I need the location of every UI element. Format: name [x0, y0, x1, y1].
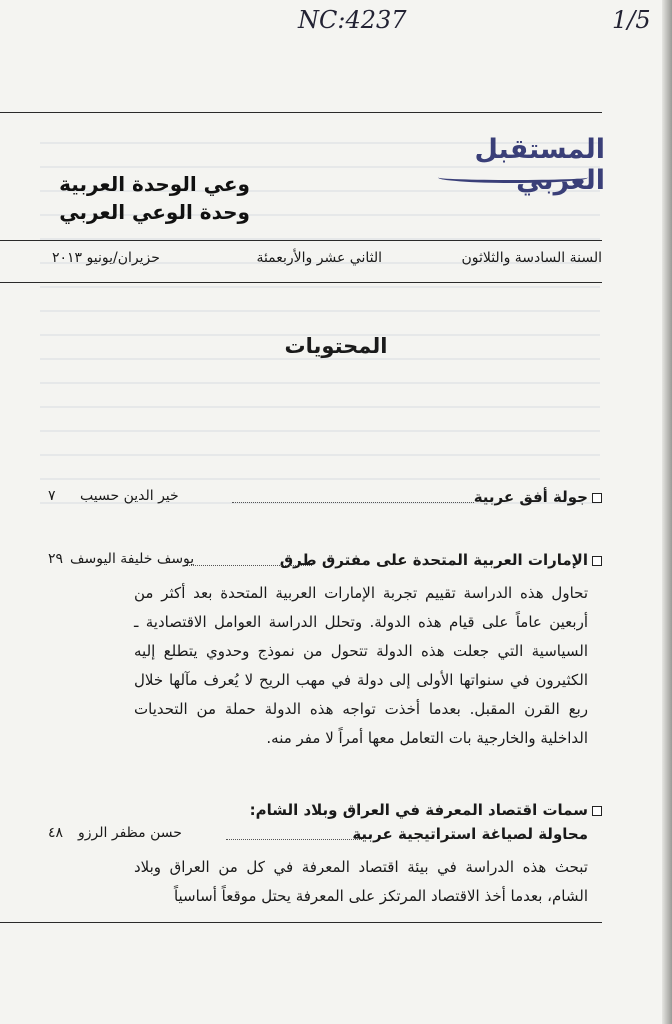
- slogan-line-1: وعي الوحدة العربية: [59, 172, 250, 196]
- toc-entry: [40, 801, 602, 911]
- contents-heading: المحتويات: [284, 334, 388, 358]
- leader-dots: [232, 490, 474, 503]
- issue-date: حزيران/يونيو ٢٠١٣: [52, 250, 160, 266]
- leader-dots: [186, 553, 312, 566]
- toc-entry: [40, 551, 602, 753]
- issue-number: الثاني عشر والأربعمئة: [256, 250, 382, 266]
- header-rule: [0, 240, 602, 241]
- handwritten-page-mark: 1/5: [612, 6, 651, 34]
- issue-year: السنة السادسة والثلاثون: [461, 250, 602, 266]
- leader-dots: [226, 827, 362, 840]
- issue-info: [40, 250, 602, 274]
- toc-entry: [40, 488, 602, 512]
- bottom-rule: [0, 922, 602, 923]
- entry-author: خير الدين حسيب: [80, 488, 179, 504]
- entry-title: الإمارات العربية المتحدة على مفترق طرق: [279, 551, 588, 569]
- entry-author: حسن مظفر الرزو: [78, 825, 182, 841]
- checkbox-bullet-icon: [592, 556, 602, 566]
- entry-page: ٤٨: [48, 825, 64, 841]
- entry-author: يوسف خليفة اليوسف: [70, 551, 195, 567]
- page-edge-shadow: [662, 0, 672, 1024]
- top-rule: [0, 112, 602, 113]
- checkbox-bullet-icon: [592, 493, 602, 503]
- entry-abstract: تبحث هذه الدراسة في بيئة اقتصاد المعرفة في كل من العراق وبلاد الشام، بعدما أخذ الاقتصاد المرتكز على المعرفة يحتل موقعاً أساسياً: [134, 858, 588, 905]
- journal-logo: المستقبل العربي: [474, 134, 605, 196]
- checkbox-bullet-icon: [592, 806, 602, 816]
- handwritten-catalog-number: NC:4237: [298, 6, 407, 34]
- entry-page: ٢٩: [48, 551, 64, 567]
- issue-rule: [0, 282, 602, 283]
- entry-abstract: تحاول هذه الدراسة تقييم تجربة الإمارات العربية المتحدة بعد أكثر من أربعين عاماً على قيام هذه الدولة. وتحلل الدراسة العوامل الاقتصادية ـ السياسية التي جعلت هذه الدولة تتحول من نموذج وحدوي يتطلع إليه الكثيرون في سنواتها الأولى إلى دولة في مهب الريح لا يُعرف مآلها خلال ربع القرن المقبل. بعدما أخذت تواجه هذه الدولة حملة من التحديات الداخلية والخارجية بات التعامل معها أمراً لا مفر منه.: [134, 584, 588, 747]
- entry-title: جولة أفق عربية: [473, 488, 588, 506]
- entry-page: ٧: [48, 488, 56, 504]
- entry-subtitle: محاولة لصياغة استراتيجية عربية: [352, 825, 588, 843]
- logo-swoosh: [438, 172, 588, 183]
- slogan-line-2: وحدة الوعي العربي: [59, 200, 250, 224]
- entry-title: سمات اقتصاد المعرفة في العراق وبلاد الشام:: [249, 801, 588, 819]
